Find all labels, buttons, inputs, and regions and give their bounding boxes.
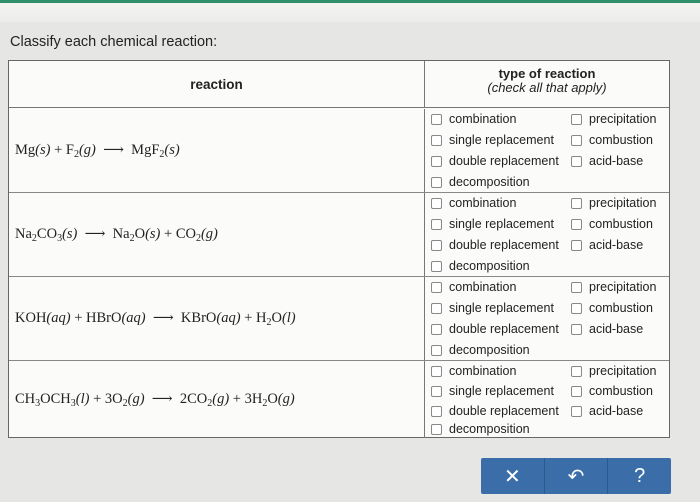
option-decomposition[interactable]: decomposition: [431, 419, 530, 439]
option-decomposition[interactable]: decomposition: [431, 340, 530, 360]
option-acid-base[interactable]: acid-base: [571, 401, 643, 421]
option-double-replacement[interactable]: double replacement: [431, 319, 559, 339]
option-single-replacement[interactable]: single replacement: [431, 381, 554, 401]
checkbox[interactable]: [431, 198, 442, 209]
option-combination[interactable]: combination: [431, 361, 516, 381]
option-double-replacement[interactable]: double replacement: [431, 401, 559, 421]
table-row: [9, 193, 669, 277]
checkbox[interactable]: [431, 303, 442, 314]
option-acid-base[interactable]: acid-base: [571, 151, 643, 171]
checkbox[interactable]: [431, 424, 442, 435]
close-icon: ✕: [503, 465, 521, 488]
checkbox[interactable]: [431, 219, 442, 230]
option-precipitation[interactable]: precipitation: [571, 193, 656, 213]
clear-button[interactable]: [481, 458, 545, 494]
checkbox[interactable]: [431, 282, 442, 293]
checkbox[interactable]: [571, 135, 582, 146]
checkbox[interactable]: [431, 366, 442, 377]
checkbox[interactable]: [431, 345, 442, 356]
reaction-equation: [9, 361, 425, 438]
reaction-options: [425, 361, 669, 438]
checkbox[interactable]: [431, 177, 442, 188]
checkbox[interactable]: [431, 386, 442, 397]
option-single-replacement[interactable]: single replacement: [431, 130, 554, 150]
equation-text: KOH(aq) + HBrO(aq) ⟶ KBrO(aq) + $H_2O(l)$: [15, 309, 296, 328]
undo-icon: ↶: [567, 465, 585, 488]
option-single-replacement[interactable]: single replacement: [431, 298, 554, 318]
option-acid-base[interactable]: acid-base: [571, 319, 643, 339]
option-single-replacement[interactable]: single replacement: [431, 214, 554, 234]
reaction-equation: [9, 193, 425, 276]
help-button[interactable]: [608, 458, 671, 494]
top-bar: [0, 0, 700, 22]
checkbox[interactable]: [571, 406, 582, 417]
checkbox[interactable]: [431, 156, 442, 167]
checkbox[interactable]: [431, 135, 442, 146]
help-icon: ?: [634, 464, 646, 487]
checkbox[interactable]: [571, 156, 582, 167]
checkbox[interactable]: [571, 114, 582, 125]
option-decomposition[interactable]: decomposition: [431, 256, 530, 276]
table-header: [9, 61, 669, 108]
checkbox[interactable]: [431, 261, 442, 272]
checkbox[interactable]: [571, 198, 582, 209]
equation-text: $CH_3OCH_3(l) + 3O_2(g)$ ⟶ $2CO_2(g) + 3H_2O(g)$: [15, 390, 295, 409]
equation-text: $Na_2CO_3(s)$ ⟶ $Na_2O(s) + CO_2(g)$: [15, 225, 218, 244]
option-combination[interactable]: combination: [431, 193, 516, 213]
header-type-title: type of reaction: [498, 66, 596, 81]
table-row: [9, 109, 669, 193]
reaction-equation: [9, 109, 425, 192]
checkbox[interactable]: [431, 114, 442, 125]
option-double-replacement[interactable]: double replacement: [431, 151, 559, 171]
classification-table: [8, 60, 670, 438]
option-combustion[interactable]: combustion: [571, 130, 653, 150]
header-reaction: reaction: [9, 61, 425, 108]
question-prompt: Classify each chemical reaction:: [10, 34, 218, 50]
option-decomposition[interactable]: decomposition: [431, 172, 530, 192]
option-combination[interactable]: combination: [431, 109, 516, 129]
table-row: [9, 277, 669, 361]
undo-button[interactable]: [545, 458, 609, 494]
answer-toolbar: [481, 458, 671, 494]
checkbox[interactable]: [571, 366, 582, 377]
option-combustion[interactable]: combustion: [571, 298, 653, 318]
option-precipitation[interactable]: precipitation: [571, 277, 656, 297]
header-type-note: (check all that apply): [487, 80, 607, 95]
option-precipitation[interactable]: precipitation: [571, 109, 656, 129]
option-combustion[interactable]: combustion: [571, 381, 653, 401]
checkbox[interactable]: [571, 324, 582, 335]
option-acid-base[interactable]: acid-base: [571, 235, 643, 255]
option-combination[interactable]: combination: [431, 277, 516, 297]
checkbox[interactable]: [431, 324, 442, 335]
checkbox[interactable]: [431, 406, 442, 417]
option-precipitation[interactable]: precipitation: [571, 361, 656, 381]
reaction-options: [425, 193, 669, 276]
option-combustion[interactable]: combustion: [571, 214, 653, 234]
reaction-options: [425, 109, 669, 192]
checkbox[interactable]: [571, 219, 582, 230]
checkbox[interactable]: [431, 240, 442, 251]
checkbox[interactable]: [571, 303, 582, 314]
table-row: [9, 361, 669, 438]
checkbox[interactable]: [571, 386, 582, 397]
header-type: [425, 61, 669, 108]
checkbox[interactable]: [571, 240, 582, 251]
checkbox[interactable]: [571, 282, 582, 293]
equation-text: $Mg(s) + F_2(g)$ ⟶ MgF$_2$(s): [15, 141, 180, 160]
reaction-options: [425, 277, 669, 360]
reaction-equation: [9, 277, 425, 360]
option-double-replacement[interactable]: double replacement: [431, 235, 559, 255]
